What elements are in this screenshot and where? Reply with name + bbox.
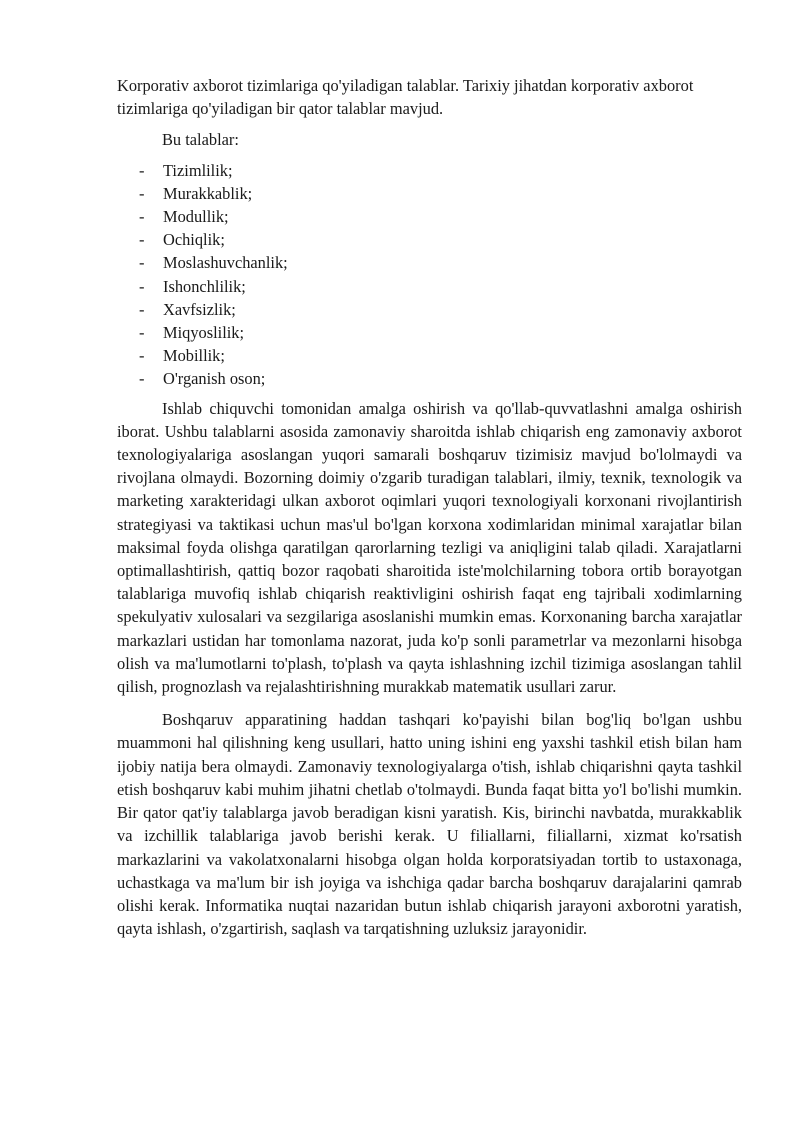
body-paragraph: Boshqaruv apparatining haddan tashqari ko'payishi bilan bog'liq bo'lgan ushbu muammoni hal qilishning keng usullari, hatto uning ishini eng yaxshi tashkil etish bilan ham ijobiy natija bera olmaydi. Zamonaviy texnologiyalarga o'tish, ishlab chiqarishni qayta tashkil etish boshqaruv kabi muhim jihatni chetlab o'tolmaydi. Bunda faqat bitta yo'l bo'lishi mumkin. Bir qator qat'iy talablarga javob beradigan kisni yaratish. Kis, birinchi navbatda, murakkablik va izchillik talablariga javob berishi kerak. U filiallarni, filiallarni, xizmat ko'rsatish markazlarini va vakolatxonalarni hisobga olgan holda korporatsiyadan tortib to ustaxonaga, uchastkaga va ma'lum bir ish joyiga va ishchiga qadar barcha boshqaruv darajalarini qamrab olishi kerak. Informatika nuqtai nazaridan butun ishlab chiqarish jarayoni axborotni yaratish, qayta ishlash, o'zgartirish, saqlash va tarqatishning uzluksiz jarayonidir. bbox=[117, 710, 742, 939]
list-item-text: Moslashuvchanlik; bbox=[163, 253, 288, 273]
dash-marker: - bbox=[139, 160, 145, 180]
list-item bbox=[139, 275, 742, 298]
list-item bbox=[139, 344, 742, 367]
dash-marker: - bbox=[139, 253, 145, 273]
list-item bbox=[139, 367, 742, 390]
body-paragraph: Ishlab chiquvchi tomonidan amalga oshirish va qo'llab-quvvatlashni amalga oshirish iborat. Ushbu talablarni asosida zamonaviy sharoitda ishlab chiqarish eng zamonaviy axborot texnologiyalariga asoslangan yuqori samarali boshqaruv tizimisiz mavjud bo'lolmaydi va rivojlana olmaydi. Bozorning doimiy o'zgarib turadigan talablari, ilmiy, texnik, texnologik va marketing xarakteridagi ulkan axborot oqimlari yuqori texnologiyali korxonani rivojlantirish strategiyasi va taktikasi uchun mas'ul bo'lgan korxona xodimlaridan minimal xarajatlar bilan maksimal foyda olishga qaratilgan qarorlarning tezligi va aniqligini talab qiladi. Xarajatlarni optimallashtirish, qattiq bozor raqobati sharoitida iste'molchilarning tobora ortib borayotgan talablariga muvofiq ishlab chiqarish reaktivligini oshirish faqat eng tajribali xodimlarning spekulyativ xulosalari va sezgilariga asoslanishi mumkin emas. Korxonaning barcha xarajatlar markazlari ustidan har tomonlama nazorat, juda ko'p sonli parametrlar va mezonlarni hisobga olish va ma'lumotlarni to'plash, to'plash va qayta ishlashning izchil tizimiga asoslangan tahlil qilish, prognozlash va rejalashtirishning murakkab matematik usullari zarur. bbox=[117, 398, 742, 697]
intro-paragraph: Korporativ axborot tizimlariga qo'yiladigan talablar. Tarixiy jihatdan korporativ axborot tizimlariga qo'yiladigan bir qator talablar mavjud. bbox=[117, 76, 694, 119]
dash-marker: - bbox=[139, 276, 145, 296]
dash-marker: - bbox=[139, 207, 145, 227]
list-item bbox=[139, 182, 742, 205]
list-item bbox=[139, 298, 742, 321]
list-item-text: Murakkablik; bbox=[163, 183, 253, 203]
list-item bbox=[139, 251, 742, 274]
dash-marker: - bbox=[139, 230, 145, 250]
requirements-lead: Bu talablar: bbox=[162, 130, 239, 150]
list-item bbox=[139, 159, 742, 182]
dash-marker: - bbox=[139, 323, 145, 343]
list-item bbox=[139, 321, 742, 344]
list-item bbox=[139, 205, 742, 228]
list-item-text: Xavfsizlik; bbox=[163, 299, 236, 319]
list-item-text: Mobillik; bbox=[163, 346, 225, 366]
document-page bbox=[117, 74, 742, 940]
list-item-text: Ochiqlik; bbox=[163, 230, 225, 250]
dash-marker: - bbox=[139, 183, 145, 203]
list-item-text: Ishonchlilik; bbox=[163, 276, 246, 296]
list-item bbox=[139, 228, 742, 251]
requirements-list bbox=[117, 159, 742, 391]
dash-marker: - bbox=[139, 299, 145, 319]
list-item-text: Modullik; bbox=[163, 207, 229, 227]
dash-marker: - bbox=[139, 346, 145, 366]
list-item-text: O'rganish oson; bbox=[163, 369, 266, 389]
list-item-text: Tizimlilik; bbox=[163, 160, 233, 180]
list-item-text: Miqyoslilik; bbox=[163, 323, 245, 343]
dash-marker: - bbox=[139, 369, 145, 389]
